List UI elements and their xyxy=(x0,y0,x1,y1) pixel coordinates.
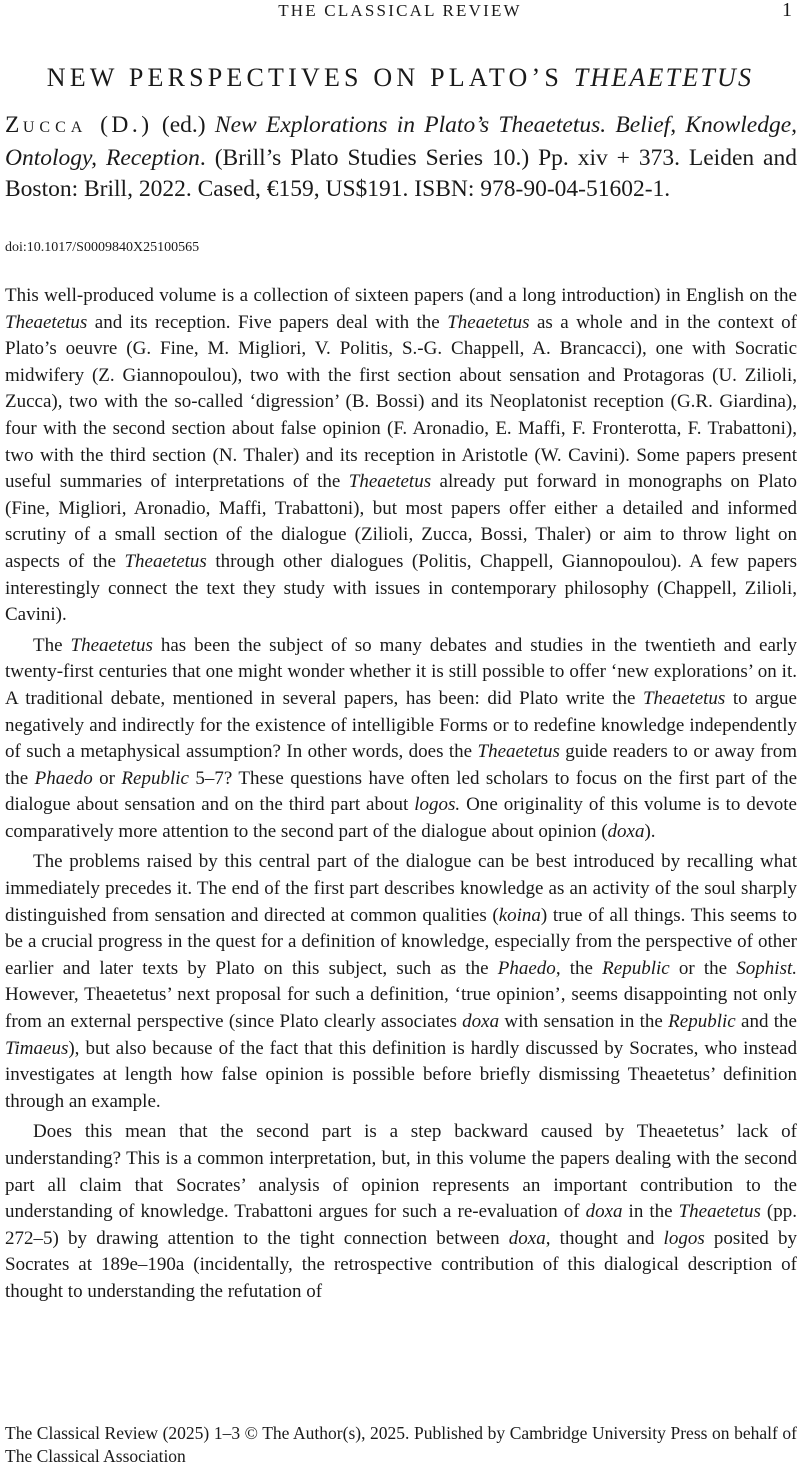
citation-author-rest: UCCA xyxy=(22,119,88,136)
text-run: or xyxy=(92,767,122,789)
article-title-plain: NEW PERSPECTIVES ON PLATO’S xyxy=(46,63,574,92)
italic-run: doxa xyxy=(585,1201,623,1223)
italic-run: doxa xyxy=(607,820,645,842)
text-run: and the xyxy=(735,1011,797,1033)
text-run: ), but also because of the fact that this definition is hardly discussed by Socrates, who instead investigates at length how false opinion is possible before briefly dismissing Theaetetus’ definition through an example. xyxy=(5,1037,797,1112)
italic-run: Theaetetus xyxy=(70,634,153,656)
body-paragraph xyxy=(5,1119,797,1305)
italic-run: Theaetetus xyxy=(678,1201,761,1223)
journal-running-title: THE CLASSICAL REVIEW xyxy=(278,1,522,20)
italic-run: Republic xyxy=(602,957,670,979)
italic-run: koina xyxy=(498,904,541,926)
text-run: (pp. 272–5) by drawing attention to the tight connection between xyxy=(5,1201,798,1249)
text-run: posited by Socrates at 189e–190a (incidentally, the retrospective contribution of this dialogical description of thought to understanding the refutation of xyxy=(5,1227,798,1302)
italic-run: logos. xyxy=(414,794,461,816)
text-run: 5–7? These questions have often led scholars to focus on the first part of the dialogue about sensation and on the third part about xyxy=(5,767,797,816)
text-run: Does this mean that the second part is a step backward caused by Theaetetus’ lack of understanding? This is a common interpretation, but, in this volume the papers dealing with the second part all claim that Socrates’ analysis of opinion represents an important contribution to the understanding of knowledge. Trabattoni argues for such a re-evaluation of xyxy=(5,1121,797,1223)
italic-run: Phaedo xyxy=(497,957,556,979)
citation-ed: (ed.) xyxy=(152,112,215,138)
text-run: through other dialogues (Politis, Chappell, Giannopoulou). A few papers interestingly connect the text they study with issues in contemporary philosophy (Chappell, Zilioli, Cavini). xyxy=(5,550,797,626)
review-body xyxy=(5,283,797,1306)
text-run: , the xyxy=(555,957,603,979)
body-paragraph xyxy=(5,849,797,1115)
italic-run: Phaedo xyxy=(34,767,93,789)
text-run: in the xyxy=(622,1201,679,1223)
article-title-italic: THEAETETUS xyxy=(573,63,754,92)
article-title xyxy=(0,62,800,94)
text-run: has been the subject of so many debates and studies in the twentieth and early twenty-first centuries that one might wonder whether it is still possible to offer ‘new explorations’ on it. A traditional debate, mentioned in several papers, has been: did Plato write the xyxy=(5,634,797,709)
text-run: One originality of this volume is to devote comparatively more attention to the second part of the dialogue about opinion ( xyxy=(5,794,797,842)
citation-details: . (Brill’s Plato Studies Series 10.) Pp. xiv + 373. Leiden and Boston: Brill, 2022. Cased, €159, US$191. ISBN: 978-90-04-51602-1. xyxy=(5,145,797,202)
italic-run: Republic xyxy=(668,1011,736,1033)
text-run: , thought and xyxy=(545,1227,664,1249)
body-paragraph xyxy=(5,283,797,629)
italic-run: Theaetetus xyxy=(5,311,88,333)
text-run: However, Theaetetus’ next proposal for such a definition, ‘true opinion’, seems disappointing not only from an external perspective (since Plato clearly associates xyxy=(5,984,797,1033)
text-run: The problems raised by this central part of the dialogue can be best introduced by recalling what immediately precedes it. The end of the first part describes knowledge as an activity of the soul sharply distinguished from sensation and directed at common qualities ( xyxy=(5,851,797,926)
italic-run: Theaetetus xyxy=(124,550,207,572)
text-run: guide readers to or away from the xyxy=(5,741,798,789)
citation-author xyxy=(5,112,153,138)
text-run: already put forward in monographs on Plato (Fine, Migliori, Aronadio, Maffi, Trabattoni), but most papers offer either a detailed and informed scrutiny of a small section of the dialogue (Zilioli, Zucca, Bossi, Thaler) or aim to throw light on aspects of the xyxy=(5,471,798,572)
italic-run: logos xyxy=(663,1227,705,1249)
text-run: ). xyxy=(644,820,656,842)
italic-run: Timaeus xyxy=(5,1037,69,1059)
book-citation xyxy=(5,110,797,205)
italic-run: Theaetetus xyxy=(642,687,726,709)
citation-author-initial: Z xyxy=(5,112,23,138)
text-run: This well-produced volume is a collection of sixteen papers (and a long introduction) in English on the xyxy=(5,285,797,306)
text-run: ) true of all things. This seems to be a crucial progress in the quest for a definition of knowledge, especially from the perspective of other earlier and later texts by Plato on this subject, such as the xyxy=(5,904,797,979)
text-run: to argue negatively and indirectly for the existence of intelligible Forms or to redefine knowledge independently of such a metaphysical assumption? In other words, does the xyxy=(5,687,797,763)
page-number: 1 xyxy=(782,0,792,21)
text-run: with sensation in the xyxy=(499,1011,669,1033)
italic-run: Theaetetus xyxy=(348,471,432,493)
italic-run: doxa xyxy=(508,1227,546,1249)
page-footer: The Classical Review (2025) 1–3 © The Author(s), 2025. Published by Cambridge University Press on behalf of The Classical Association xyxy=(5,1423,797,1466)
doi-link[interactable]: doi:10.1017/S0009840X25100565 xyxy=(5,240,200,255)
text-run: The xyxy=(33,634,71,656)
text-run: and its reception. Five papers deal with the xyxy=(87,311,448,333)
italic-run: doxa xyxy=(462,1011,500,1033)
italic-run: Republic xyxy=(121,767,189,789)
italic-run: Sophist. xyxy=(736,957,797,979)
body-paragraph xyxy=(5,633,797,846)
citation-author-initials: (D.) xyxy=(100,112,153,138)
text-run: as a whole and in the context of Plato’s oeuvre (G. Fine, M. Migliori, V. Politis, S.-G. Chappell, A. Brancacci), one with Socratic midwifery (Z. Giannopoulou), two with the first section about sensation and Protagoras (U. Zilioli, Zucca), two with the so-called ‘digression’ (B. Bossi) and its Neoplatonist reception (G.R. Giardina), four with the second section about false opinion (F. Aronadio, E. Maffi, F. Fronterotta, F. Trabattoni), two with the third section (N. Thaler) and its reception in Aristotle (W. Cavini). Some papers present useful summaries of interpretations of the xyxy=(5,311,797,493)
running-head xyxy=(0,0,800,22)
italic-run: Theaetetus xyxy=(477,741,560,763)
italic-run: Theaetetus xyxy=(447,311,530,333)
citation-book-title: New Explorations in Plato’s Theaetetus. Belief, Knowledge, Ontology, Reception xyxy=(5,112,797,171)
text-run: or the xyxy=(669,957,737,979)
